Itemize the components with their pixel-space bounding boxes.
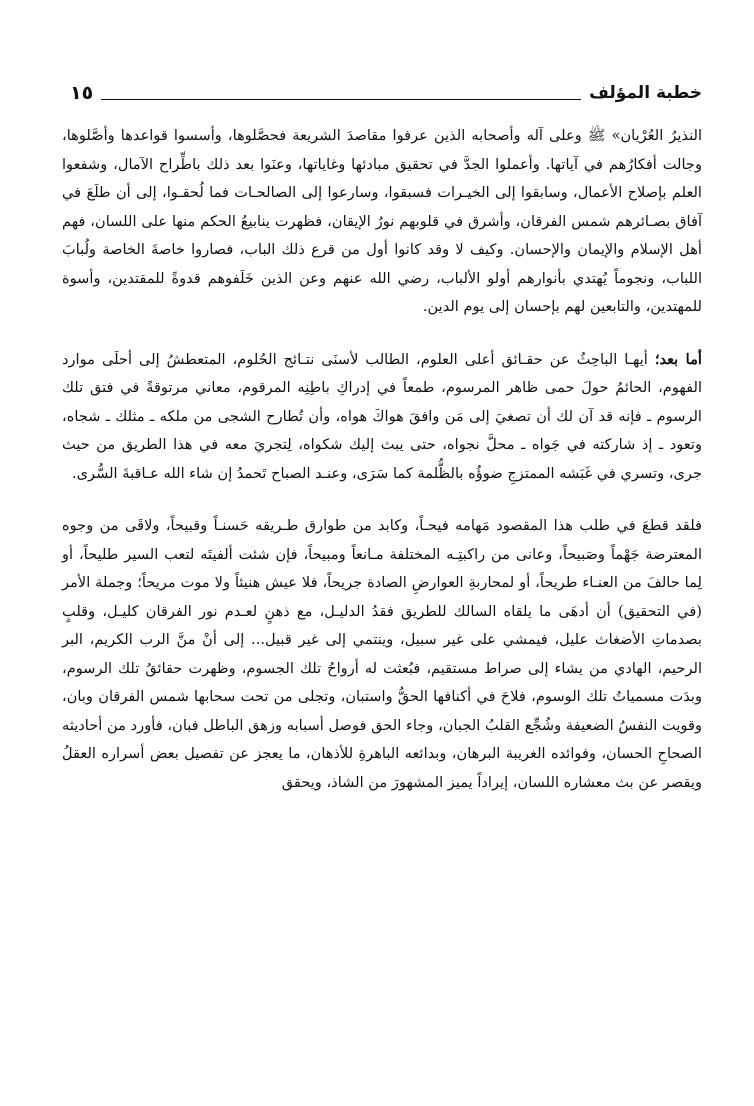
page-number: ١٥ [70,82,94,104]
paragraph-1-text: النذيرُ العُرْيان» ﷺ وعلى آله وأصحابه الذين عرفوا مقاصدَ الشريعة فحصَّلوها، وأسسوا قواعدها وأصَّلوها، وجالت أفكارُهم في آياتها. وأعملوا الجدَّ في تحقيق مبادئها وغاياتها، وعنَوا بعد ذلك باطِّراح الآمال، وشفعوا العلم بإصلاح الأعمال، وسابقوا إلى الخيـرات فسبقوا، وسارعوا إلى الصالحـات فما لُحقـوا، إلى أن طلَعَ في آفاق بصـائرهم شمس الفرقان، وأشرق في قلوبهم نورُ الإيقان، فظهرت ينابيعُ الحكم منها على اللسان، فهم أهل الإسلام والإيمان والإحسان. وكيف لا وقد كانوا أول من قرع ذلك الباب، فصاروا خاصةَ الخاصة ولُبابَ اللباب، ونجوماً يُهتدي بأنوارهم أولو الألباب، رضي الله عنهم وعن الذين خَلَفوهم قدوةً للمقتدين، وأسوة للمهتدين، والتابعين لهم بإحسان إلى يوم الدين. [62,127,702,315]
chapter-title: خطبة المؤلف [589,83,702,103]
header-rule [101,99,581,100]
running-header [70,76,702,106]
paragraph-1 [62,122,702,322]
body-text [62,122,702,797]
paragraph-2-text: أيهـا الباحِثُ عن حقـائق أعلى العلوم، الطالب لأسنَى نتـائج الحُلوم، المتعطشُ إلى أحلَى موارد الفهوم، الحائمُ حولَ حمى ظاهر المرسوم، طمعاً في إدراكِ باطِنِه المرقوم، معاني مرتوقةً في فتق تلك الرسوم ـ فإنه قد آن لك أن تصغيَ إلى مَن وافقَ هواكَ هواه، وأن تُطارح الشجى من ملكه ـ مثلك ـ شجاه، وتعود ـ إذ شاركته في جَواه ـ محلَّ نجواه، حتى يبث إليك شكواه، لِتجريَ معه في هذا الطريق من حيث جرى، وتسري في غَبَشه الممتزجِ ضوؤُه بالظُّلمة كما سَرَى، وعنـد الصباح تَحمدُ إن شاء الله عـاقبةَ السُّرى. [62,350,702,482]
paragraph-3-text: فلقد قطعَ في طلب هذا المقصود مَهامه فيحـاً، وكابد من طوارق طـريقه حَسنـاً وقبيحاً، ولاقَى من وجوه المعترضة جَهْماً وصَبيحاً، وعانى من راكبتِـه المختلفة مـانعاً ومبيحاً، فإن شئت ألفيتَه لتعب السير طليحاً، أو لِما حالفَ من العنـاء طريحاً، أو لمحاربةِ العوارضِ الصادة جريحاً، فلا عيش هنيئاً ولا موت مريحاً؛ وجملة الأمر (في التحقيق) أن أدهَى ما يلقاه السالك للطريق فقدُ الدليـل، مع ذهنٍ لعـدم نور الفرقان كليـل، وقلبٍ بصدماتِ الأضغاث عليل، فيمشي على غير سبيل، وينتمي إلى غير قبيل... إلى أنْ منَّ الرب الكريم، البر الرحيم، الهادي من يشاء إلى صراط مستقيم، فبُعثت له أرواحُ تلك الجسوم، وظهرت حقائقُ تلك الرسوم، وبدَت مسمياتُ تلك الوسوم، فلاحَ في أكنافها الحقُّ واستبان، وتجلى من تحت سحابها شمس الفرقان وبان، وقويت النفسُ الضعيفة وشُجِّع القلبُ الجبان، وجاء الحق فوصل أسبابه وزهق الباطل فبان، فأورد من أحاديثه الصحاحِ الحسان، وفوائده الغريبة البرهان، وبدائعه الباهرةِ للأذهان، ما يعجز عن تفصيل بعض أسراره العقلُ ويقصر عن بث معشاره اللسان، إيراداً يميز المشهورَ من الشاذ، ويحقق [62,517,702,791]
paragraph-2-lead: أما بعد؛ [654,350,702,368]
paragraph-2 [62,346,702,489]
paragraph-3 [62,512,702,797]
